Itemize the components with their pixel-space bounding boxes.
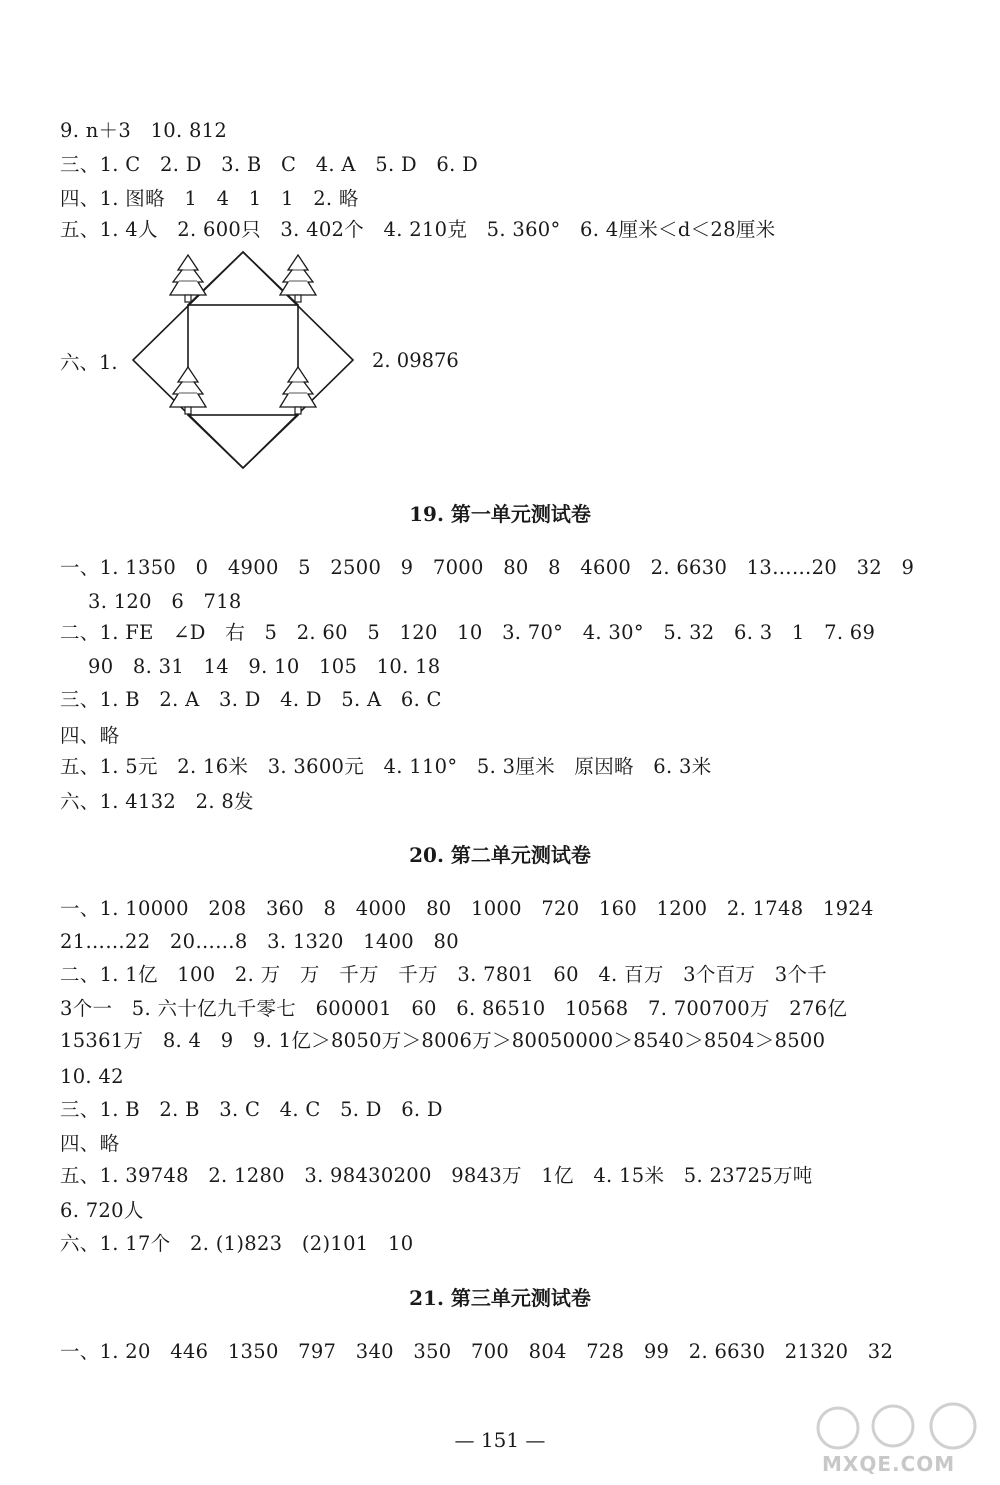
answer-line: 21……22 20……8 3. 1320 1400 80 (60, 930, 459, 953)
answer-line: 五、1. 4人 2. 600只 3. 402个 4. 210克 5. 360° 6. 4厘米＜d＜28厘米 (60, 218, 776, 241)
inner-square (188, 305, 298, 415)
pond-trees-diagram (128, 250, 358, 475)
answer-line: 一、1. 1350 0 4900 5 2500 9 7000 80 8 4600 2. 6630 13……20 32 9 (60, 556, 915, 579)
answer-line: 六、1. 17个 2. (1)823 (2)101 10 (60, 1232, 414, 1255)
answer-line: 五、1. 5元 2. 16米 3. 3600元 4. 110° 5. 3厘米 原因略 6. 3米 (60, 755, 712, 778)
section-title: 20. 第二单元测试卷 (409, 843, 591, 867)
figure-answer: 2. 09876 (372, 349, 459, 372)
answer-line: 六、1. 4132 2. 8发 (60, 790, 254, 813)
answer-line: 四、1. 图略 1 4 1 1 2. 略 (60, 187, 359, 210)
page-number: — 151 — (454, 1428, 546, 1452)
answer-line: 四、略 (60, 1132, 120, 1155)
answer-line: 9. n＋3 10. 812 (60, 119, 228, 142)
outer-square (133, 252, 353, 468)
answer-line: 一、1. 10000 208 360 8 4000 80 1000 720 160 1200 2. 1748 1924 (60, 897, 874, 920)
answer-line: 四、略 (60, 724, 120, 747)
answer-line: 15361万 8. 4 9 9. 1亿＞8050万＞8006万＞80050000＞8540＞8504＞8500 (60, 1029, 826, 1052)
tree-icon (170, 255, 206, 302)
answer-line: 三、1. C 2. D 3. B C 4. A 5. D 6. D (60, 153, 479, 176)
watermark-text: MXQE.COM (822, 1452, 956, 1476)
tree-icon (170, 367, 206, 414)
answer-line: 90 8. 31 14 9. 10 105 10. 18 (88, 655, 441, 678)
answer-line: 三、1. B 2. B 3. C 4. C 5. D 6. D (60, 1098, 443, 1121)
answer-line: 二、1. 1亿 100 2. 万 万 千万 千万 3. 7801 60 4. 百万 3个百万 3个千 (60, 963, 828, 986)
answer-line: 3. 120 6 718 (88, 590, 242, 613)
answer-line: 6. 720人 (60, 1199, 144, 1222)
answer-line: 一、1. 20 446 1350 797 340 350 700 804 728 99 2. 6630 21320 32 (60, 1340, 894, 1363)
answer-line: 10. 42 (60, 1065, 124, 1088)
figure-label: 六、1. (60, 351, 118, 374)
section-title: 21. 第三单元测试卷 (409, 1286, 591, 1310)
tree-icon (280, 367, 316, 414)
answer-line: 二、1. FE ∠D 右 5 2. 60 5 120 10 3. 70° 4. 30° 5. 32 6. 3 1 7. 69 (60, 621, 876, 644)
answer-line: 3个一 5. 六十亿九千零七 600001 60 6. 86510 10568 7. 700700万 276亿 (60, 997, 848, 1020)
section-title: 19. 第一单元测试卷 (409, 502, 591, 526)
answer-line: 五、1. 39748 2. 1280 3. 98430200 9843万 1亿 4. 15米 5. 23725万吨 (60, 1164, 813, 1187)
answer-line: 三、1. B 2. A 3. D 4. D 5. A 6. C (60, 688, 442, 711)
tree-icon (280, 255, 316, 302)
